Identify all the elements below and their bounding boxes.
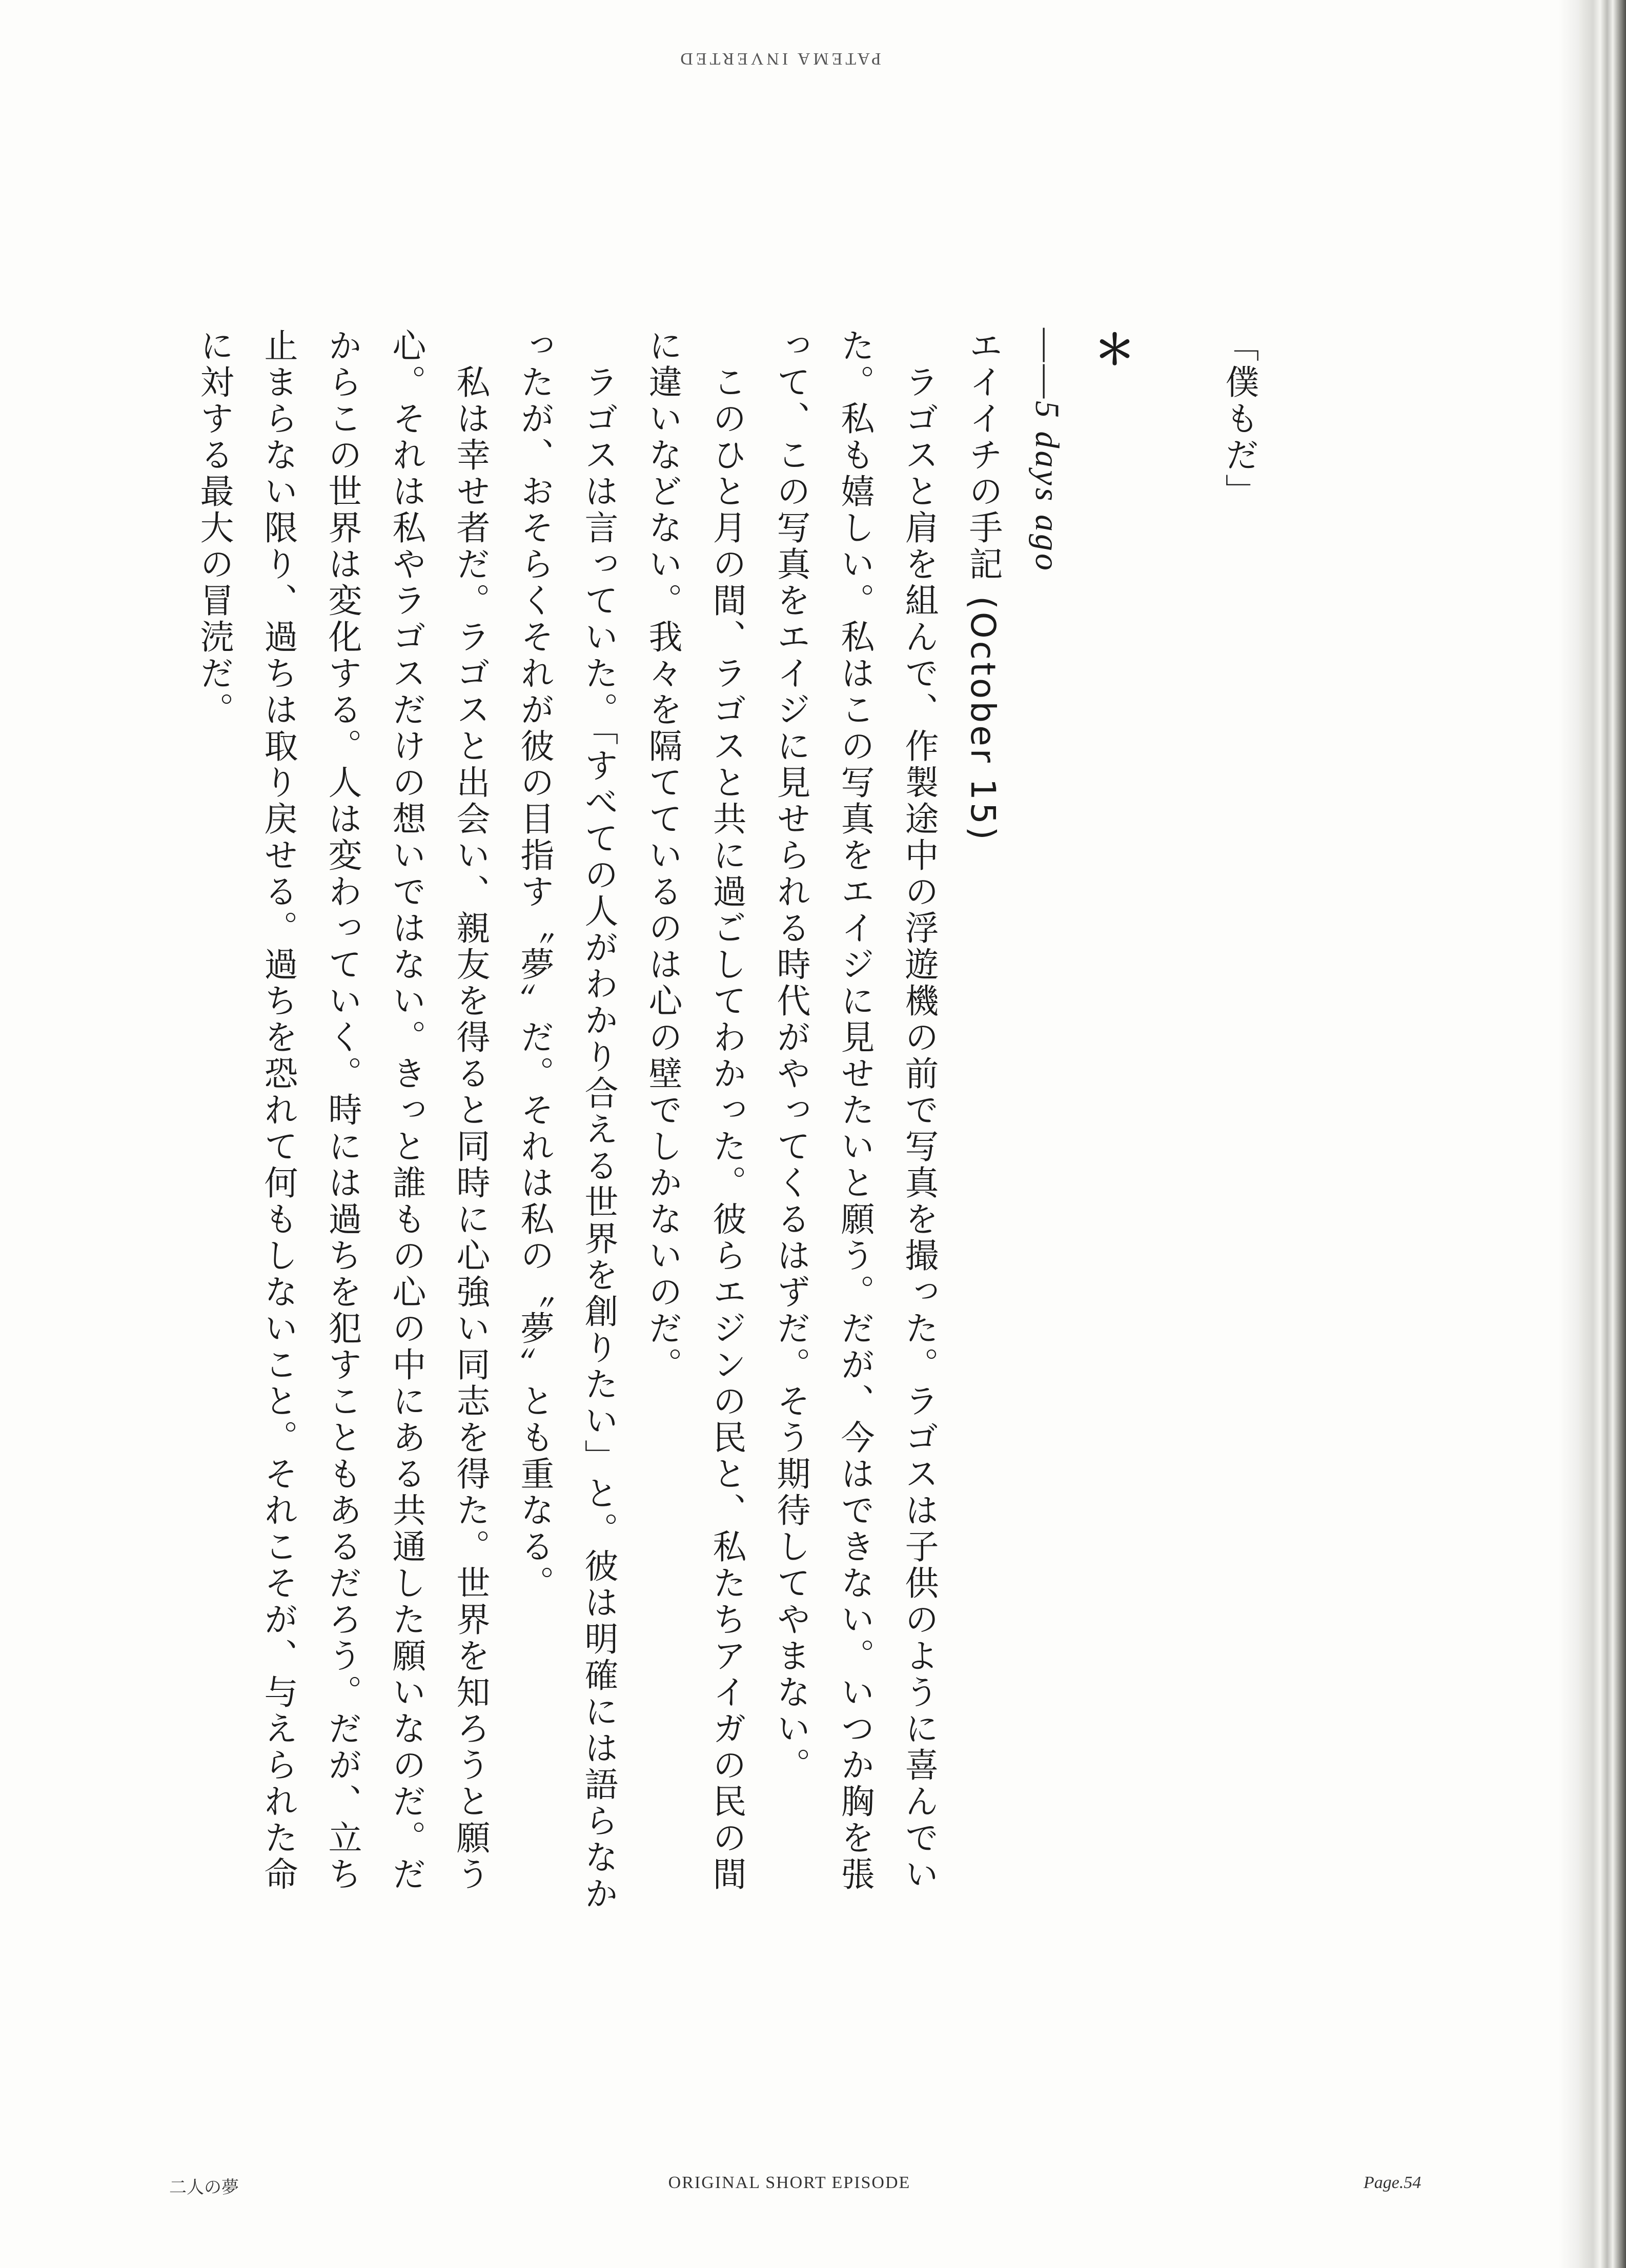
paragraph: 私は幸せ者だ。ラゴスと出会い、親友を得ると同時に心強い同志を得た。世界を知ろうと願う心。それは私やラゴスだけの想いではない。きっと誰もの心の中にある共通した願いなのだ。だからこの世界は変化する。人は変わっていく。時には過ちを犯すこともあるだろう。だが、立ち止まらない限り、過ちは取り戻せる。過ちを恐れて何もしないこと。それこそが、与えられた命に対する最大の冒涜だ。 xyxy=(194,328,490,1893)
body-text xyxy=(154,328,1271,1917)
footer-chapter-title: 二人の夢 xyxy=(169,2177,239,2198)
paragraph: ラゴスは言っていた。「すべての人がわかり合える世界を創りたい」と。彼は明確には語らなかったが、おそらくそれが彼の目指す〝夢〟だ。それは私の〝夢〟とも重なる。 xyxy=(515,328,618,1912)
page-shadow xyxy=(1558,0,1579,2268)
footer-section-title: ORIGINAL SHORT EPISODE xyxy=(668,2173,911,2192)
paragraph: ラゴスと肩を組んで、作製途中の浮遊機の前で写真を撮った。ラゴスは子供のように喜んでいた。私も嬉しい。私はこの写真をエイジに見せたいと願う。だが、今はできない。いつか胸を張って、この写真をエイジに見せられる時代がやってくるはずだ。そう期待してやまない。 xyxy=(771,328,939,1893)
running-head: PATEMA INVERTED xyxy=(677,49,881,68)
dialogue-line: 「僕もだ」 xyxy=(1220,328,1259,510)
time-marker: ――5 days ago xyxy=(1028,328,1066,573)
section-break-asterisk: ＊ xyxy=(1087,328,1135,372)
blank-line xyxy=(1143,328,1207,1917)
diary-heading: エイイチの手記 (October 15) xyxy=(963,328,1003,843)
book-page-edge xyxy=(1579,0,1626,2268)
paragraph: このひと月の間、ラゴスと共に過ごしてわかった。彼らエジンの民と、私たちアイガの民の間に違いなどない。我々を隔てているのは心の壁でしかないのだ。 xyxy=(643,328,746,1893)
page-number: Page.54 xyxy=(1364,2173,1421,2192)
